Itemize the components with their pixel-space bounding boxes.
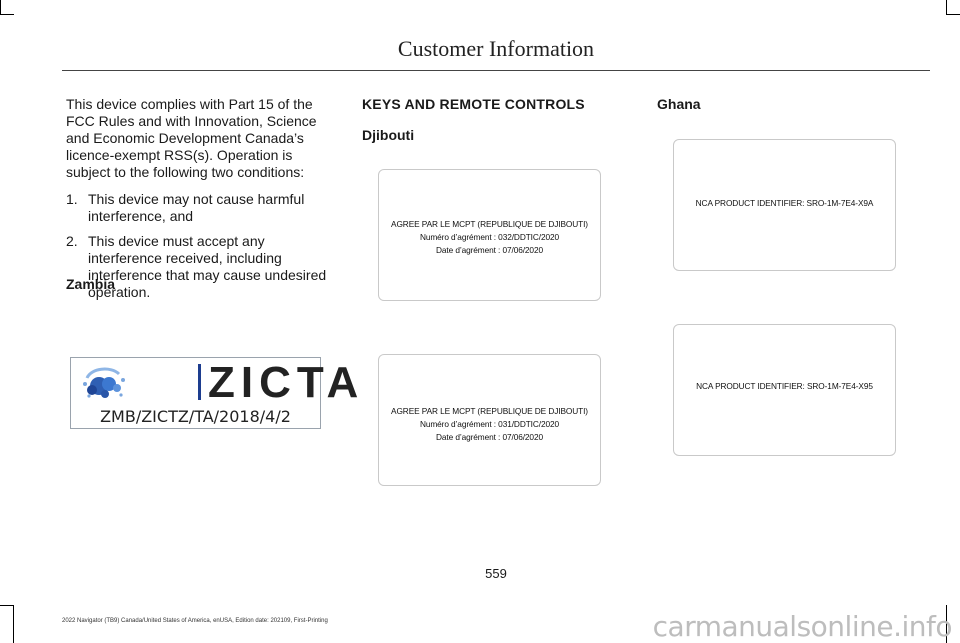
watermark: carmanualsonline.info [652, 610, 952, 643]
label-text [379, 218, 600, 257]
djibouti-approval-label [378, 169, 601, 301]
keys-remote-heading: KEYS AND REMOTE CONTROLS [362, 96, 585, 112]
fcc-intro-text: This device complies with Part 15 of the FCC Rules and with Innovation, Science and Economic Development Canada’s licence-exempt RSS(s). Operation is subject to the following two conditions: [66, 96, 317, 180]
label-text [379, 405, 600, 444]
crop-mark [946, 14, 960, 15]
zambia-heading: Zambia [66, 276, 116, 292]
crop-mark [0, 0, 1, 14]
list-item [66, 191, 338, 225]
zicta-approval-label [70, 357, 365, 429]
header-divider [62, 70, 930, 71]
page-title: Customer Information [397, 36, 595, 61]
list-number: 1. [66, 191, 78, 207]
page-number: 559 [485, 566, 507, 581]
crop-mark [13, 605, 14, 643]
ghana-heading: Ghana [657, 96, 701, 112]
logo-divider [198, 364, 201, 400]
label-line: Date d’agrément : 07/06/2020 [436, 245, 543, 255]
edition-footer: 2022 Navigator (TB9) Canada/United States of America, enUSA, Edition date: 202109, First-Printing [62, 618, 328, 624]
crop-mark [0, 605, 14, 606]
label-line: Date d’agrément : 07/06/2020 [436, 432, 543, 442]
label-line: Numéro d’agrément : 032/DDTIC/2020 [419, 232, 560, 242]
label-line: AGREE PAR LE MCPT (REPUBLIQUE DE DJIBOUTI) [391, 406, 588, 416]
label-line: AGREE PAR LE MCPT (REPUBLIQUE DE DJIBOUTI) [391, 219, 588, 229]
ghana-approval-label [673, 139, 896, 271]
zicta-brand-text: ZICTA [208, 358, 365, 407]
zicta-registration-number: ZMB/ZICTZ/TA/2018/4/2 [100, 407, 291, 426]
list-text: This device may not cause harmful interference, and [88, 191, 305, 224]
crop-mark [0, 14, 14, 15]
djibouti-heading: Djibouti [362, 127, 415, 143]
label-line: Numéro d’agrément : 031/DDTIC/2020 [419, 419, 560, 429]
list-number: 2. [66, 233, 78, 249]
list-text: This device must accept any interference received, including interference that may cause undesired operation. [88, 233, 327, 300]
crop-mark [946, 0, 947, 14]
ghana-approval-label [673, 324, 896, 456]
label-line: NCA PRODUCT IDENTIFIER: SRO-1M-7E4-X9A [695, 198, 874, 208]
label-line: NCA PRODUCT IDENTIFIER: SRO-1M-7E4-X95 [696, 381, 873, 391]
djibouti-approval-label [378, 354, 601, 486]
zicta-logo-icon [77, 364, 133, 404]
